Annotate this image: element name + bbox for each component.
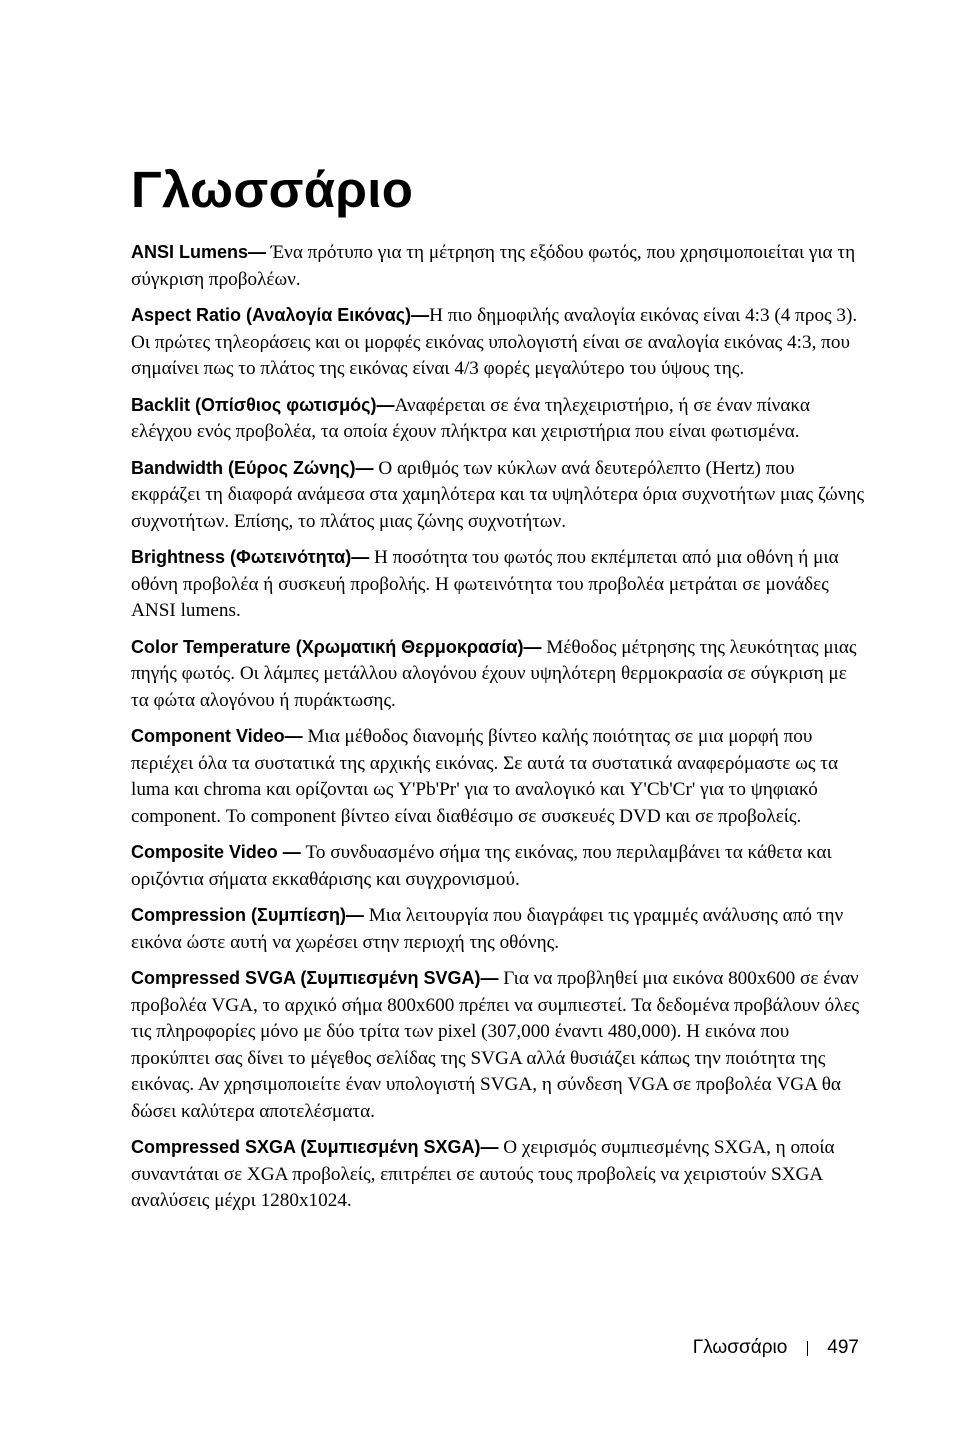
- glossary-definition: Η πιο δημοφιλής αναλογία εικόνας είναι 4:3 (4 προς 3). Οι πρώτες τηλεοράσεις και οι μορφές εικόνας υπολογιστή είναι σε αναλογία εικόνας 4:3, που σημαίνει πως το πλάτος της εικόνας είναι 4/3 φορές μεγαλύτερο του ύψους της.: [131, 305, 858, 379]
- glossary-definition: Αναφέρεται σε ένα τηλεχειριστήριο, ή σε έναν πίνακα ελέγχου ενός προβολέα, τα οποία έχουν πλήκτρα και χειριστήρια που είναι φωτισμένα.: [131, 394, 810, 442]
- glossary-term: Bandwidth (Εύρος Ζώνης)—: [131, 457, 374, 478]
- glossary-term: Compression (Συμπίεση)—: [131, 905, 364, 925]
- page-footer: [693, 1335, 859, 1361]
- glossary-definition: Ο αριθμός των κύκλων ανά δευτερόλεπτο (Hertz) που εκφράζει τη διαφορά ανάμεσα στα χαμηλότερα και τα υψηλότερα όρια συχνοτήτων μιας ζώνης συχνοτήτων. Επίσης, το πλάτος μιας ζώνης συχνοτήτων.: [131, 457, 865, 532]
- glossary-entry-bandwidth: [131, 455, 866, 536]
- glossary-definition: Το συνδυασμένο σήμα της εικόνας, που περιλαμβάνει τα κάθετα και οριζόντια σήματα εκκαθάρισης και συγχρονισμού.: [131, 842, 832, 890]
- glossary-definition: Μια λειτουργία που διαγράφει τις γραμμές ανάλυσης από την εικόνα ώστε αυτή να χωρέσει στην περιοχή της οθόνης.: [131, 905, 844, 953]
- glossary-definition: Ένα πρότυπο για τη μέτρηση της εξόδου φωτός, που χρησιμοποιείται για τη σύγκριση προβολέων.: [131, 242, 856, 290]
- glossary-entry-ansi-lumens: [131, 239, 866, 293]
- glossary-definition: Μια μέθοδος διανομής βίντεο καλής ποιότητας σε μια μορφή που περιέχει όλα τα συστατικά της αρχικής εικόνας. Σε αυτά τα συστατικά αναφερόμαστε ως τα luma και chroma και ορίζονται ως Y'Pb'Pr' για το αναλογικό και Y'Cb'Cr' για το ψηφιακό component. Το component βίντεο είναι διαθέσιμο σε συσκευές DVD και σε προβολείς.: [131, 726, 839, 827]
- glossary-term: Compressed SXGA (Συμπιεσμένη SXGA)—: [131, 1137, 499, 1157]
- glossary-entry-aspect-ratio: [131, 302, 866, 383]
- footer-section-title: Γλωσσάριο: [692, 1337, 788, 1358]
- glossary-term: Aspect Ratio (Αναλογία Εικόνας)—: [131, 305, 430, 325]
- glossary-entry-composite-video: [131, 839, 866, 893]
- glossary-definition: Μέθοδος μέτρησης της λευκότητας μιας πηγής φωτός. Οι λάμπες μετάλλου αλογόνου έχουν υψηλότερη θερμοκρασία σε σύγκριση με τα φώτα αλογόνου ή πυράκτωσης.: [131, 636, 857, 711]
- glossary-term: Backlit (Οπίσθιος φωτισμός)—: [131, 394, 395, 415]
- glossary-entry-compressed-svga: [131, 965, 866, 1125]
- page-number: 497: [827, 1337, 859, 1358]
- glossary-term: Composite Video —: [131, 842, 301, 862]
- glossary-definition: Ο χειρισμός συμπιεσμένης SXGA, η οποία συναντάται σε XGA προβολείς, επιτρέπει σε αυτούς τους προβολείς να χειριστούν SXGA αναλύσεις μέχρι 1280x1024.: [131, 1137, 835, 1211]
- glossary-entry-component-video: [131, 723, 866, 830]
- page-title: Γλωσσάριο: [131, 161, 414, 218]
- glossary-term: ANSI Lumens—: [131, 242, 267, 262]
- glossary-term: Compressed SVGA (Συμπιεσμένη SVGA)—: [131, 968, 499, 988]
- glossary-entry-compression: [131, 902, 866, 956]
- footer-divider: [807, 1341, 808, 1356]
- glossary-term: Component Video—: [131, 726, 303, 746]
- glossary-term: Color Temperature (Χρωματική Θερμοκρασία)—: [131, 636, 542, 657]
- glossary-entry-color-temperature: [131, 634, 866, 715]
- glossary-entry-brightness: [131, 544, 866, 625]
- glossary-definition: Για να προβληθεί μια εικόνα 800x600 σε έναν προβολέα VGA, το αρχικό σήμα 800x600 πρέπει να συμπιεστεί. Τα δεδομένα προβάλουν όλες τις πληροφορίες μόνο με δύο τρίτα των pixel (307,000 έναντι 480,000). Η εικόνα που προκύπτει σας δίνει το μέγεθος σελίδας της SVGA αλλά θυσιάζει κάπως την ποιότητα της εικόνας. Αν χρησιμοποιείτε έναν υπολογιστή SVGA, η σύνδεση VGA σε προβολέα VGA θα δώσει καλύτερα αποτελέσματα.: [131, 968, 860, 1122]
- glossary-definition: Η ποσότητα του φωτός που εκπέμπεται από μια οθόνη ή μια οθόνη προβολέα ή συσκευή προβολής. Η φωτεινότητα του προβολέα μετράται σε μονάδες ANSI lumens.: [131, 547, 839, 621]
- glossary-entry-backlit: [131, 392, 866, 446]
- glossary-term: Brightness (Φωτεινότητα)—: [131, 547, 370, 567]
- glossary-entry-compressed-sxga: [131, 1134, 866, 1215]
- glossary-list: [131, 239, 866, 1224]
